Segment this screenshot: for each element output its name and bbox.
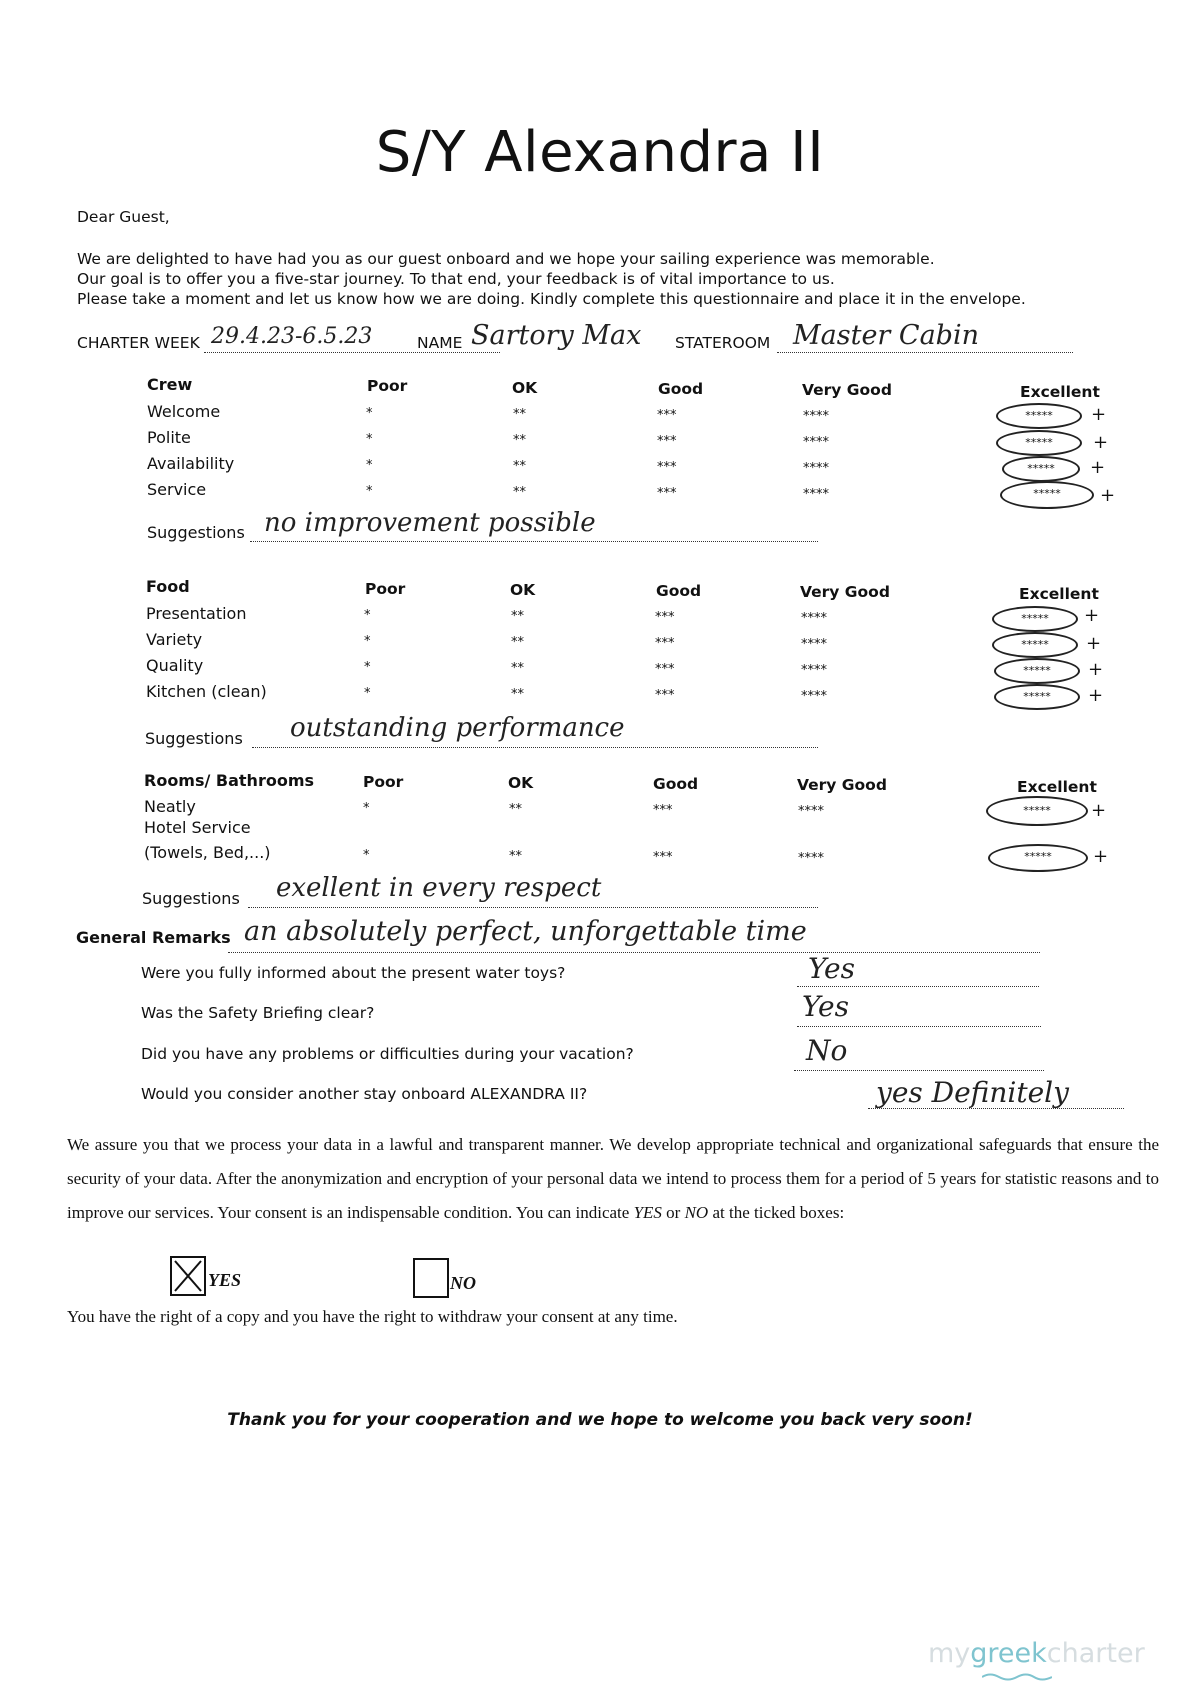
consent-no-checkbox[interactable] [413,1258,449,1298]
mygreekcharter-watermark-logo: mygreekcharter [928,1638,1145,1669]
greeting: Dear Guest, [77,208,170,226]
star-excellent-selected[interactable]: ***** [986,796,1088,826]
star-excellent-selected[interactable]: ***** [988,844,1088,872]
privacy-or-word: or [661,1203,685,1222]
suggestions-text: outstanding performance [290,713,625,743]
suggestions-label: Suggestions [147,523,245,542]
row-hotel-service: Hotel Service [144,818,251,837]
wave-icon [982,1672,1052,1682]
row-towels-bed: (Towels, Bed,...) [144,843,271,862]
stateroom-value: Master Cabin [793,320,979,351]
answer-another-stay: yes Definitely [876,1076,1069,1109]
star-excellent-selected[interactable]: ***** [996,403,1082,429]
star-poor[interactable]: * [363,848,370,863]
plus-mark: + [1091,800,1107,821]
star-ok[interactable]: ** [509,849,522,864]
row-variety: Variety [146,630,203,649]
answer-problems: No [806,1034,848,1067]
star-good[interactable]: *** [657,408,677,423]
star-very-good[interactable]: **** [803,409,829,424]
name-label: NAME [417,334,463,352]
row-quality: Quality [146,656,204,675]
plus-mark: + [1100,485,1116,506]
star-very-good[interactable]: **** [801,689,827,704]
privacy-ticked-boxes-text: at the ticked boxes: [708,1203,845,1222]
col-ok: OK [508,774,534,792]
plus-mark: + [1093,432,1109,453]
star-very-good[interactable]: **** [798,851,824,866]
col-ok: OK [512,379,538,397]
plus-mark: + [1088,685,1104,706]
star-good[interactable]: *** [655,662,675,677]
star-good[interactable]: *** [657,486,677,501]
col-excellent: Excellent [1019,585,1099,603]
row-polite: Polite [147,428,191,447]
star-excellent-selected[interactable]: ***** [994,684,1080,710]
star-poor[interactable]: * [364,608,371,623]
consent-yes-checkbox[interactable] [170,1256,206,1296]
plus-mark: + [1093,846,1109,867]
suggestions-label: Suggestions [145,729,243,748]
star-poor[interactable]: * [364,660,371,675]
withdraw-consent-text: You have the right of a copy and you have the right to withdraw your consent at any time. [67,1307,678,1326]
question-problems: Did you have any problems or difficulties during your vacation? [141,1045,634,1063]
col-poor: Poor [363,773,404,791]
suggestions-text: exellent in every respect [276,873,602,903]
star-excellent-selected[interactable]: ***** [992,606,1078,632]
star-poor[interactable]: * [363,801,370,816]
star-excellent-selected[interactable]: ***** [996,430,1082,456]
row-neatly: Neatly [144,797,196,816]
row-presentation: Presentation [146,604,247,623]
star-very-good[interactable]: **** [801,637,827,652]
section-heading: Crew [147,375,193,394]
star-good[interactable]: *** [655,610,675,625]
answer-safety-briefing: Yes [802,990,849,1023]
question-water-toys: Were you fully informed about the present water toys? [141,964,566,982]
star-poor[interactable]: * [364,686,371,701]
star-good[interactable]: *** [655,688,675,703]
row-service: Service [147,480,207,499]
col-very-good: Very Good [802,381,892,399]
plus-mark: + [1090,457,1106,478]
star-ok[interactable]: ** [511,687,524,702]
star-poor[interactable]: * [366,406,373,421]
star-ok[interactable]: ** [509,802,522,817]
col-very-good: Very Good [797,776,887,794]
star-poor[interactable]: * [364,634,371,649]
star-good[interactable]: *** [657,434,677,449]
star-ok[interactable]: ** [513,407,526,422]
star-very-good[interactable]: **** [801,611,827,626]
star-very-good[interactable]: **** [803,461,829,476]
question-another-stay: Would you consider another stay onboard ALEXANDRA II? [141,1085,588,1103]
general-remarks-label: General Remarks [76,928,231,947]
star-good[interactable]: *** [655,636,675,651]
charter-week-value: 29.4.23-6.5.23 [211,324,373,349]
star-excellent-selected[interactable]: ***** [1000,481,1094,509]
plus-mark: + [1086,633,1102,654]
privacy-yes-word: YES [633,1203,662,1222]
suggestions-label: Suggestions [142,889,240,908]
star-ok[interactable]: ** [511,635,524,650]
star-excellent-selected[interactable]: ***** [1002,456,1080,482]
question-safety-briefing: Was the Safety Briefing clear? [141,1004,375,1022]
consent-no-label: NO [450,1273,476,1293]
section-heading: Rooms/ Bathrooms [144,771,315,790]
col-very-good: Very Good [800,583,890,601]
charter-week-label: CHARTER WEEK [77,334,200,352]
col-poor: Poor [365,580,406,598]
general-remarks-text: an absolutely perfect, unforgettable time [244,916,807,947]
name-value: Sartory Max [471,320,642,351]
star-excellent-selected[interactable]: ***** [992,632,1078,658]
star-very-good[interactable]: **** [798,804,824,819]
plus-mark: + [1088,659,1104,680]
col-ok: OK [510,581,536,599]
data-privacy-paragraph [67,1128,1159,1230]
suggestions-text: no improvement possible [264,508,596,538]
star-good[interactable]: *** [653,803,673,818]
check-x-mark-icon [172,1258,204,1294]
privacy-no-word: NO [684,1203,709,1222]
row-welcome: Welcome [147,402,221,421]
star-ok[interactable]: ** [511,661,524,676]
privacy-text: We assure you that we process your data in a lawful and transparent manner. We develop appropriate technical and organizational safeguards that ensure the security of your data. After the anonymization and encryption of your personal data we intend to process them for a period of 5 years for statistic reasons and to improve our services. Your consent is an indispensable condition. You can indicate [67,1135,1159,1222]
plus-mark: + [1091,404,1107,425]
star-ok[interactable]: ** [513,459,526,474]
star-very-good[interactable]: **** [803,435,829,450]
plus-mark: + [1084,605,1100,626]
page-title: S/Y Alexandra II [375,120,825,185]
col-good: Good [658,380,704,398]
col-good: Good [653,775,699,793]
stateroom-label: STATEROOM [675,334,771,352]
star-excellent-selected[interactable]: ***** [994,658,1080,684]
answer-water-toys: Yes [808,952,855,985]
col-poor: Poor [367,377,408,395]
star-poor[interactable]: * [366,458,373,473]
thank-you-note: Thank you for your cooperation and we hope to welcome you back very soon! [227,1410,973,1430]
star-good[interactable]: *** [653,850,673,865]
star-ok[interactable]: ** [511,609,524,624]
star-very-good[interactable]: **** [803,487,829,502]
star-poor[interactable]: * [366,432,373,447]
col-excellent: Excellent [1017,778,1097,796]
row-availability: Availability [147,454,235,473]
row-kitchen: Kitchen (clean) [146,682,267,701]
col-excellent: Excellent [1020,383,1100,401]
intro-line-3: Please take a moment and let us know how we are doing. Kindly complete this questionnaire and place it in the envelope. [77,290,1026,308]
consent-yes-label: YES [208,1270,242,1290]
star-ok[interactable]: ** [513,433,526,448]
col-good: Good [656,582,702,600]
star-good[interactable]: *** [657,460,677,475]
section-heading: Food [146,577,190,596]
intro-line-2: Our goal is to offer you a five-star journey. To that end, your feedback is of vital importance to us. [77,270,835,288]
star-poor[interactable]: * [366,484,373,499]
star-ok[interactable]: ** [513,485,526,500]
star-very-good[interactable]: **** [801,663,827,678]
intro-line-1: We are delighted to have had you as our guest onboard and we hope your sailing experience was memorable. [77,250,935,268]
